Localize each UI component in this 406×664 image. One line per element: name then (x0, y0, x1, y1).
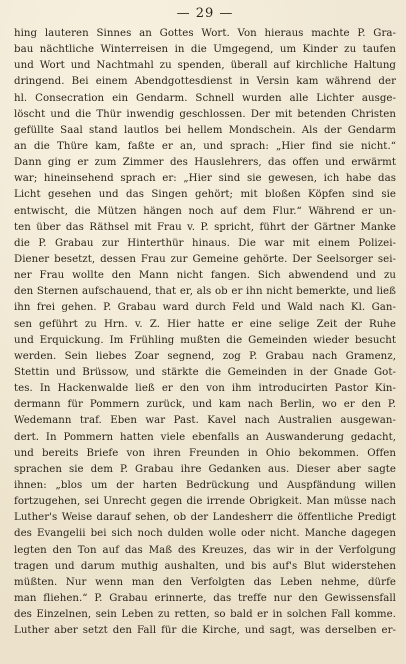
text-line: Stettin und Brüssow, und stärkte die Gemeinden in der Gnade Got- (14, 366, 396, 378)
text-line: Luther aber setzt den Fall für die Kirche, und sagt, was derselben er- (14, 625, 396, 637)
text-line: und Erquickung. Im Frühling mußten die Gemeinden wieder besucht (14, 334, 396, 346)
text-line: dert. In Pommern hatten viele ebenfalls an Auswanderung gedacht, (14, 431, 396, 443)
text-line: Luther's Weise darauf sehen, ob der Landesherr die öffentliche Predigt (14, 512, 396, 524)
text-line: entwischt, die Mützen hängen noch auf dem Flur.“ Während er un- (14, 205, 396, 217)
text-line: tragen und darum muthig aushalten, und bis auf's Blut widerstehen (14, 560, 396, 572)
text-line: ten über das Räthsel mit Frau v. P. spricht, führt der Gärtner Manke (14, 221, 396, 233)
text-line: legten den Ton auf das Maß des Kreuzes, das wir in der Verfolgung (14, 544, 396, 556)
text-line: Wedemann traf. Eben war Past. Kavel nach Australien ausgewan- (14, 415, 396, 427)
text-line: hing lauteren Sinnes an Gottes Wort. Von hieraus machte P. Gra- (14, 28, 396, 39)
text-line: werden. Sein liebes Zoar segnend, zog P. Grabau nach Gramenz, (14, 350, 396, 362)
text-line: ihnen: „blos um der harten Bedrückung und Auspfändung willen (14, 479, 396, 491)
text-line: sprachen sie dem P. Grabau ihre Gedanken aus. Dieser aber sagte (14, 463, 396, 475)
text-line: fortzugehen, sei Unrecht gegen die irrende Obrigkeit. Man müsse nach (14, 496, 396, 508)
text-line: ihn frei gehen. P. Grabau ward durch Feld und Wald nach Kl. Gan- (14, 302, 396, 314)
text-line: tes. In Hackenwalde ließ er den von ihm introducirten Pastor Kin- (14, 383, 396, 395)
text-line: bau nächtliche Winterreisen in die Umgegend, um Kinder zu taufen (14, 44, 396, 56)
text-line: dringend. Bei einem Abendgottesdienst in Versin kam während der (14, 76, 396, 88)
text-line: Licht gesehen und das Singen gehört; mit bloßen Köpfen sind sie (14, 189, 396, 201)
text-line: die P. Grabau zur Hinterthür hinaus. Die war mit einem Polizei- (14, 237, 396, 249)
text-line: müßten. Nur wenn man den Verfolgten das Leben nehme, dürfe (14, 576, 396, 588)
text-line: dermann für Pommern zurück, und kam nach Berlin, wo er den P. (14, 399, 396, 411)
text-line: Dann ging er zum Zimmer des Hauslehrers, das offen und erwärmt (14, 157, 396, 169)
body-text (14, 26, 396, 639)
text-line: sen geführt zu Hrn. v. Z. Hier hatte er eine selige Zeit der Ruhe (14, 318, 396, 330)
text-line: und bereits Briefe von ihren Freunden in Ohio bekommen. Offen (14, 447, 396, 459)
page-number: — 29 — (176, 6, 234, 21)
text-line: ner Frau wollte den Mann nicht fangen. Sich abwendend und zu (14, 270, 396, 282)
text-line: Diener besetzt, dessen Frau zur Gemeine gehörte. Der Seelsorger sei- (14, 253, 396, 265)
text-line: des Einzelnen, sein Leben zu retten, so bald er in solchen Fall komme. (14, 609, 396, 621)
text-line: an die Thüre kam, faßte er an, und sprach: „Hier find sie nicht.“ (14, 140, 396, 152)
text-line: den Sternen aufschauend, that er, als ob er ihn nicht bemerkte, und ließ (14, 286, 396, 298)
text-line: des Evangelii bei sich noch dulden wolle oder nicht. Manche dagegen (14, 528, 396, 540)
text-line: hl. Consecration ein Gendarm. Schnell wurden alle Lichter ausge- (14, 92, 396, 104)
text-line: man fliehen.“ P. Grabau erinnerte, das treffe nur den Gewissensfall (14, 592, 396, 604)
text-line: war; hineinsehend sprach er: „Hier sind sie gewesen, ich habe das (14, 173, 396, 185)
text-line: gefüllte Saal stand lautlos bei hellem Mondschein. Als der Gendarm (14, 124, 396, 136)
text-line: und Wort und Nachtmahl zu spenden, überall auf kirchliche Haltung (14, 60, 396, 72)
text-line: löscht und die Thür inwendig geschlossen. Der mit betenden Christen (14, 108, 396, 120)
